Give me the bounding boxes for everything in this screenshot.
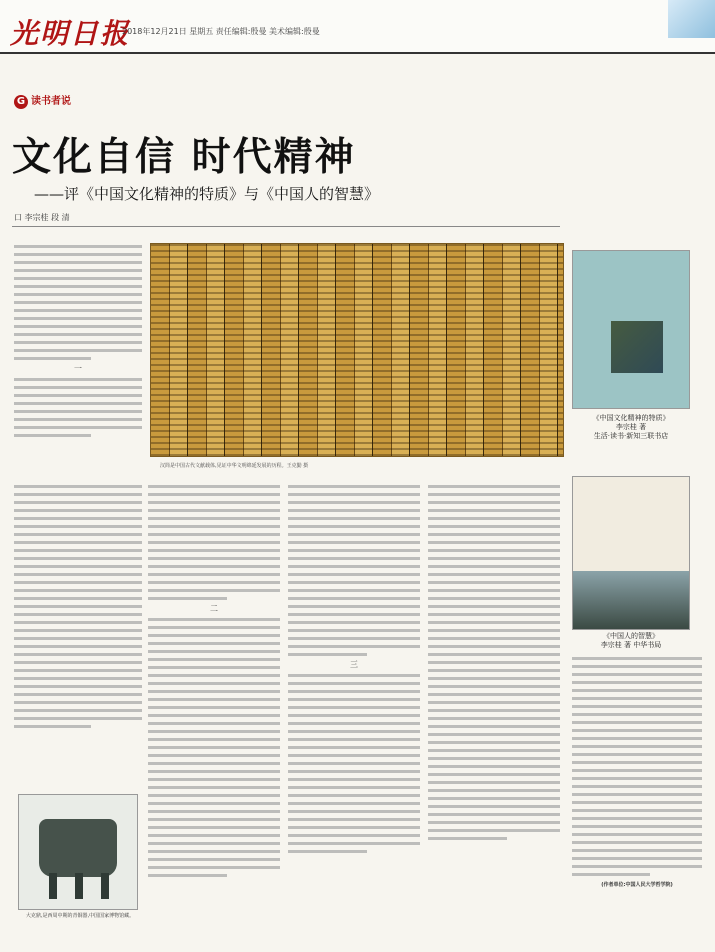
column-5-text [572, 652, 702, 942]
newspaper-logo: 光明日报 [10, 17, 131, 50]
book-1-title: 《中国文化精神的特质》 [592, 414, 670, 422]
column-4-text [428, 480, 560, 940]
book-cover-1 [572, 250, 690, 409]
book-2-caption [572, 632, 690, 650]
section-mark: 三 [350, 660, 358, 669]
headline-title: 文化自信 时代精神 [12, 134, 356, 180]
column-letter-icon: G [14, 95, 28, 109]
bronze-vessel-photo [18, 794, 138, 910]
column-2-text [148, 480, 280, 940]
masthead-info: 2018年12月21日 星期五 责任编辑:殷曼 美术编辑:殷曼 [122, 27, 320, 36]
book-1-publisher: 生活·读书·新知三联书店 [593, 432, 669, 440]
closing-note: (作者单位:中国人民大学哲学院) [601, 882, 673, 888]
column-label [14, 92, 71, 109]
book-1-painting [611, 321, 663, 373]
left-column-text [14, 240, 142, 470]
divider [12, 226, 560, 227]
photo-caption: 汉简是中国古代文献载体,见证中华文明绵延发展的历程。王克勤 摄 [160, 463, 309, 469]
headline-subtitle: ——评《中国文化精神的特质》与《中国人的智慧》 [34, 185, 380, 203]
vessel-leg [75, 873, 83, 899]
bamboo-slips-photo [150, 243, 564, 457]
book-2-title: 《中国人的智慧》 [603, 632, 659, 640]
column-1-text [14, 480, 142, 785]
column-3-text [288, 480, 420, 940]
section-mark: 一 [74, 364, 82, 373]
section-mark: 二 [210, 604, 218, 613]
book-1-author: 李宗桂 著 [615, 423, 647, 431]
vessel-leg [101, 873, 109, 899]
vessel-caption: 大克鼎,是西周中期的青铜器,中国国家博物馆藏。 [25, 913, 135, 919]
vessel-leg [49, 873, 57, 899]
book-1-caption [572, 414, 690, 441]
book-cover-2 [572, 476, 690, 630]
book-2-author: 李宗桂 著 中华书局 [600, 641, 662, 649]
book-2-landscape [573, 571, 689, 629]
corner-decoration [668, 0, 715, 38]
vessel-body [39, 819, 117, 877]
column-label-text: 读书者说 [31, 96, 71, 107]
byline: 口 李宗桂 段 清 [14, 213, 70, 222]
